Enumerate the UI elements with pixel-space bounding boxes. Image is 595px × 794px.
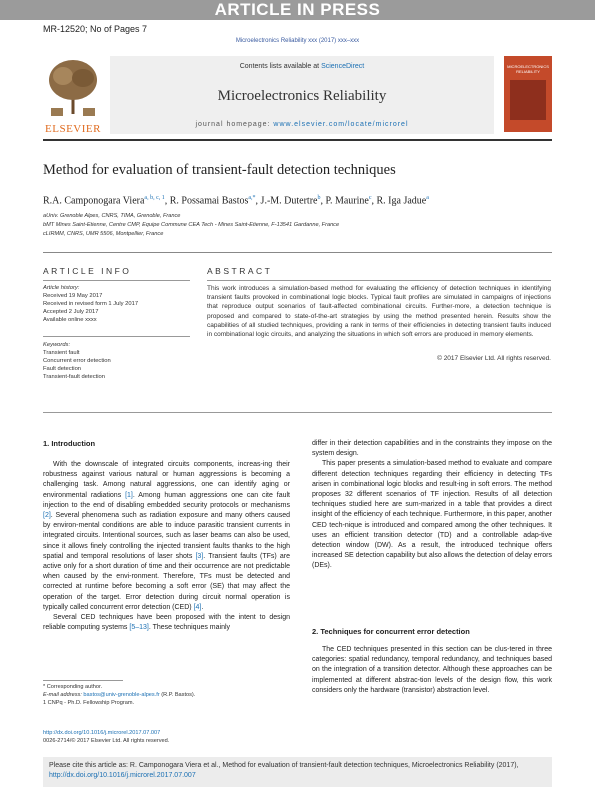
history-item: Accepted 2 July 2017: [43, 309, 99, 315]
author-affiliation-link[interactable]: b: [317, 195, 321, 201]
author-name: R.A. Camponogara Viera: [43, 195, 145, 207]
author-name: R. Iga Jadue: [376, 195, 427, 207]
manuscript-id: MR-12520; No of Pages 7: [43, 24, 148, 34]
contents-text: Contents lists available at: [239, 63, 322, 70]
author-name: J.-M. Dutertre: [260, 195, 318, 207]
info-rule: [43, 280, 190, 281]
author-affiliation-link[interactable]: a: [426, 195, 429, 201]
elsevier-tree-icon: [43, 56, 103, 120]
paragraph: This paper presents a simulation-based method to evaluate and compare different detection techniques regarding their efficiency in detecting TFs arisen in combinational logic blocks and result-ing in soft errors. The method proposes 32 different scenarios of TF injection. Results of all detection techniques studied here are sum-marized in a table that provides a direct insight of the efficiency of each technique. Furthermore, in this paper, another CED tech-nique is introduced and compared among the other techniques. It uses an efficient transition detector (TD) and a controllable adap-tive detection window (DW). As a result, the introduced technique offers increased SE detection capability but also allows the detection of delay errors (DEs).: [312, 460, 552, 570]
article-info-heading: ARTICLE INFO: [43, 266, 132, 276]
text-run: Several CED techniques have been proposed with the intent to design reliable computing systems: [43, 614, 290, 632]
email-name: (R.P. Bastos).: [159, 692, 196, 698]
section-heading-introduction: 1. Introduction: [43, 439, 96, 448]
section2-text: [312, 645, 552, 696]
affiliation: cLIRMM, CNRS, UMR 5506, Montpellier, France: [43, 231, 164, 237]
keyword: Transient-fault detection: [43, 374, 105, 380]
doi-block: [43, 729, 169, 745]
text-run: . These techniques mainly: [148, 624, 231, 632]
text-run: . Among human aggressions one can cite fault injection to the end of disabling embedded security protocols or mechanisms: [43, 491, 290, 509]
history-item: Received 19 May 2017: [43, 293, 103, 299]
email-link[interactable]: bastos@univ-grenoble-alpes.fr: [83, 692, 160, 698]
doi-link[interactable]: http://dx.doi.org/10.1016/j.microrel.2017.07.007: [43, 730, 161, 736]
intro-column-left: [43, 460, 290, 633]
homepage-url-link[interactable]: www.elsevier.com/locate/microrel: [273, 121, 409, 128]
article-in-press-banner: ARTICLE IN PRESS: [0, 0, 595, 20]
author-affiliation-link[interactable]: a,*: [248, 195, 256, 201]
history-item: Received in revised form 1 July 2017: [43, 301, 139, 307]
paragraph: differ in their detection capabilities and in the constraints they impose on the system design.: [312, 440, 552, 458]
email-label: E-mail address:: [43, 692, 84, 698]
footnote-1: 1 CNPq - Ph.D. Fellowship Program.: [43, 700, 135, 706]
keywords: [43, 341, 111, 381]
keyword: Concurrent error detection: [43, 358, 111, 364]
citation-box: [43, 757, 552, 787]
section-heading-techniques: 2. Techniques for concurrent error detection: [312, 627, 470, 636]
abstract-rule: [207, 280, 551, 281]
abstract-bottom-rule: [43, 412, 552, 413]
footnote-corresponding: * Corresponding author.: [43, 684, 103, 690]
reference-link[interactable]: [3]: [195, 552, 204, 560]
sciencedirect-link[interactable]: ScienceDirect: [321, 63, 365, 70]
article-title: Method for evaluation of transient-fault detection techniques: [43, 162, 396, 178]
author-list: R.A. Camponogara Viera$^{a, b, c, 1}$, R. Possamai Bastos$^{a,*}$, J.-M. Dutertre$^b$, P. Maurine$^c$, R. Iga Jadue$^a$: [43, 195, 429, 207]
paragraph: [43, 460, 290, 613]
journal-title: Microelectronics Reliability: [217, 88, 387, 104]
footnote-email: [43, 691, 303, 699]
paragraph: The CED techniques presented in this section can be clus-tered in three categories: spatial redundancy, temporal redundancy, and techniques based on the integration of a transition detector. Although these approaches can be implemented at different abstrac-tion levels of the design flow, this work considers only the hardware (transistor) abstraction level.: [312, 646, 552, 694]
keywords-label: Keywords:: [43, 342, 71, 348]
text-run: . Several phenomena such as radiation exposure and many others caused by environ-mental conditions are able to induce parasitic transient currents in integrated circuits. Intentional sources, such as laser beams can also be used, since it allows finely controlling the injected transient faults thanks to the high spatial and temporal resolutions of laser shots: [43, 512, 290, 560]
reference-link[interactable]: [1]: [125, 491, 133, 499]
contents-line: [110, 63, 494, 70]
history-item: Available online xxxx: [43, 317, 97, 323]
footnote-rule: [43, 680, 123, 681]
text-run: . Transient faults (TFs) are active only for a short duration of time and their occurrence are not predictable when caused by the envi-ronment. Therefore, TFs must be detected and corrected at runtime before becoming a soft error (SE) that may affect the operation of the target. Error detection during circuit normal operation is typically called concurrent error detection (CED): [43, 552, 290, 611]
issn-line: 0026-2714/© 2017 Elsevier Ltd. All rights reserved.: [43, 738, 170, 744]
journal-reference-link[interactable]: Microelectronics Reliability xxx (2017) xxx–xxx: [235, 38, 360, 44]
abstract-text: This work introduces a simulation-based method for evaluating the efficiency of detection techniques in identifying transient faults provoked in combinational logic blocks. Typical fault profiles are simulated in campaigns of injections that reproduce output scenarios of fault-affected combinational circuits. Further-more, a detection technique is proposed and compared to state-of-the-art strategies by using the method presented herein. Results show the capabilities of all studied techniques, providing a rank in terms of their efficiencies in detecting transient faults induced in combinational logic circuits, and analyzing the situations in which soft errors are produced in memory elements.: [207, 285, 551, 339]
journal-homepage: [110, 121, 494, 128]
elsevier-logo[interactable]: [43, 56, 103, 135]
elsevier-wordmark: ELSEVIER: [45, 123, 101, 135]
info-rule: [43, 336, 190, 337]
author-name: R. Possamai Bastos: [169, 195, 249, 207]
author-name: P. Maurine: [325, 195, 369, 207]
homepage-label: journal homepage:: [195, 121, 274, 128]
reference-link[interactable]: [5–13]: [129, 624, 149, 632]
footnotes: [43, 683, 303, 707]
section-rule: [43, 252, 552, 253]
cover-title: MICROELECTRONICS RELIABILITY: [507, 64, 549, 74]
citation-text: Please cite this article as: R. Camponogara Viera et al., Method for evaluation of transient-fault detection techniques, Microelectronics Reliability (2017),: [49, 762, 519, 769]
reference-link[interactable]: [2]: [43, 512, 51, 520]
author-affiliation-link[interactable]: a, b, c, 1: [144, 195, 165, 201]
keyword: Fault detection: [43, 366, 82, 372]
citation-doi-link[interactable]: http://dx.doi.org/10.1016/j.microrel.2017.07.007: [49, 772, 196, 779]
abstract-heading: ABSTRACT: [207, 266, 273, 276]
author-affiliation-link[interactable]: c: [368, 195, 372, 201]
reference-link[interactable]: [4]: [193, 603, 202, 611]
text-run: With the downscale of integrated circuits components, increas-ing their robustness against various natural or human aggressions is becoming a challenging task. Among natural aggressions, one can identify aging or environmental radiations: [43, 461, 290, 499]
affiliation: bMT Mines Saint-Etienne, Centre CMP, Equipe Commune CEA Tech - Mines Saint-Etienne, F-13541 Gardanne, France: [43, 222, 340, 228]
header-rule: [43, 139, 552, 141]
history-label: Article history:: [43, 285, 80, 291]
intro-column-right: [312, 439, 552, 572]
cover-picture: [510, 80, 546, 120]
abstract-copyright: © 2017 Elsevier Ltd. All rights reserved.: [437, 355, 551, 362]
text-run: .: [201, 603, 204, 611]
journal-cover-image[interactable]: [504, 56, 552, 132]
keyword: Transient fault: [43, 350, 80, 356]
paragraph: [43, 613, 290, 633]
article-history: [43, 284, 138, 324]
affiliation: aUniv. Grenoble Alpes, CNRS, TIMA, Grenoble, France: [43, 213, 181, 219]
